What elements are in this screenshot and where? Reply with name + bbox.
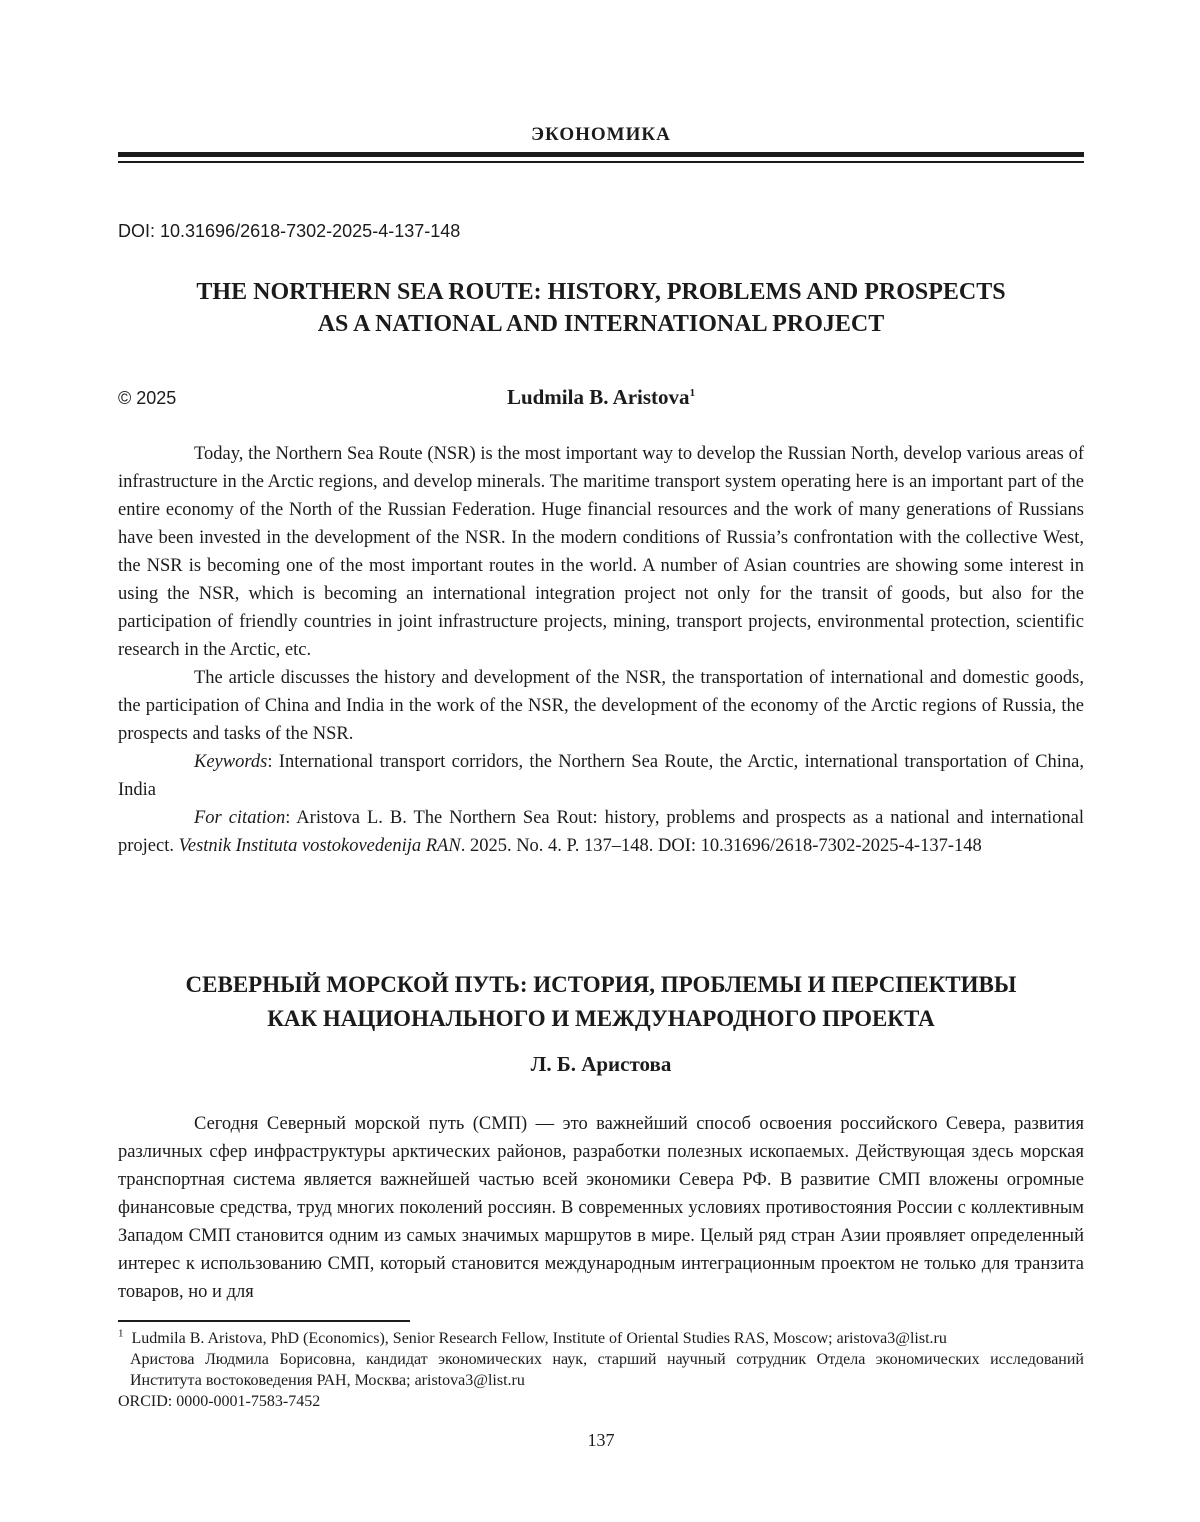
- footnote-orcid: ORCID: 0000-0001-7583-7452: [118, 1393, 321, 1410]
- page-number: 137: [587, 1430, 615, 1450]
- footnote-en: [118, 1328, 1084, 1349]
- header-rule-thick: [118, 152, 1084, 157]
- author-en-name: Ludmila B. Aristova: [506, 385, 690, 409]
- title-en-line-2: AS A NATIONAL AND INTERNATIONAL PROJECT: [317, 311, 885, 337]
- citation-tail: . 2025. No. 4. P. 137–148. DOI: 10.31696/2618-7302-2025-4-137-148: [460, 836, 982, 856]
- abstract-en: [118, 440, 1084, 860]
- citation-text: : Aristova L. B. The Northern Sea Rout: history, problems and prospects as a national and international project.: [118, 808, 1084, 856]
- author-ru: Л. Б. Аристова: [530, 1052, 672, 1076]
- title-en-line-1: THE NORTHERN SEA ROUTE: HISTORY, PROBLEMS AND PROSPECTS: [196, 279, 1006, 305]
- footnote-en-text: Ludmila B. Aristova, PhD (Economics), Senior Research Fellow, Institute of Oriental Studies RAS, Moscow; aristova3@list.ru: [131, 1330, 947, 1347]
- keywords-label: Keywords: [194, 752, 268, 772]
- footnote: [118, 1328, 1084, 1412]
- section-header: ЭКОНОМИКА: [531, 124, 671, 145]
- abstract-en-paragraph-2: The article discusses the history and development of the NSR, the transportation of international and domestic goods, the participation of China and India in the work of the NSR, the development of the economy of the Arctic regions of Russia, the prospects and tasks of the NSR.: [118, 668, 1084, 744]
- citation-journal: Vestnik Instituta vostokovedenija RAN: [178, 836, 461, 856]
- doi-line: DOI: 10.31696/2618-7302-2025-4-137-148: [118, 221, 461, 241]
- citation-label: For citation: [194, 808, 286, 828]
- header-rule-thin: [118, 161, 1084, 163]
- copyright: © 2025: [118, 388, 177, 408]
- footnote-ru: Аристова Людмила Борисовна, кандидат экономических наук, старший научный сотрудник Отдела экономических исследований Института востоковедения РАН, Москва; aristova3@list.ru: [130, 1351, 1084, 1389]
- keywords: [118, 748, 1084, 804]
- article-title-ru: [118, 968, 1084, 1036]
- title-ru-line-2: КАК НАЦИОНАЛЬНОГО И МЕЖДУНАРОДНОГО ПРОЕКТА: [267, 1006, 935, 1031]
- article-title-en: [118, 276, 1084, 340]
- abstract-ru-paragraph-1: Сегодня Северный морской путь (СМП) — это важнейший способ освоения российского Севера, развития различных сфер инфраструктуры арктических районов, разработки полезных ископаемых. Действующая здесь морская транспортная система является важнейшей частью всей экономики Севера РФ. В развитие СМП вложены огромные финансовые средства, труд многих поколений россиян. В современных условиях противостояния России с коллективным Западом СМП становится одним из самых значимых маршрутов в мире. Целый ряд стран Азии проявляет определенный интерес к использованию СМП, который становится международным интеграционным проектом не только для транзита товаров, но и для: [118, 1114, 1084, 1302]
- citation: [118, 804, 1084, 860]
- footnote-mark: 1: [118, 1327, 124, 1340]
- title-ru-line-1: СЕВЕРНЫЙ МОРСКОЙ ПУТЬ: ИСТОРИЯ, ПРОБЛЕМЫ И ПЕРСПЕКТИВЫ: [185, 972, 1017, 997]
- abstract-en-paragraph-1: Today, the Northern Sea Route (NSR) is the most important way to develop the Russian North, develop various areas of infrastructure in the Arctic regions, and develop minerals. The maritime transport system operating here is an important part of the entire economy of the North of the Russian Federation. Huge financial resources and the work of many generations of Russians have been invested in the development of the NSR. In the modern conditions of Russia’s confrontation with the collective West, the NSR is becoming one of the most important routes in the world. A number of Asian countries are showing some interest in using the NSR, which is becoming an international integration project not only for the transit of goods, but also for the participation of friendly countries in joint infrastructure projects, mining, transport projects, environmental protection, scientific research in the Arctic, etc.: [118, 444, 1084, 660]
- abstract-ru: [118, 1110, 1084, 1306]
- author-en: [118, 385, 1084, 410]
- author-footnote-mark: 1: [689, 387, 696, 399]
- keywords-text: : International transport corridors, the Northern Sea Route, the Arctic, international transportation of China, India: [118, 752, 1084, 800]
- footnote-rule: [118, 1320, 410, 1322]
